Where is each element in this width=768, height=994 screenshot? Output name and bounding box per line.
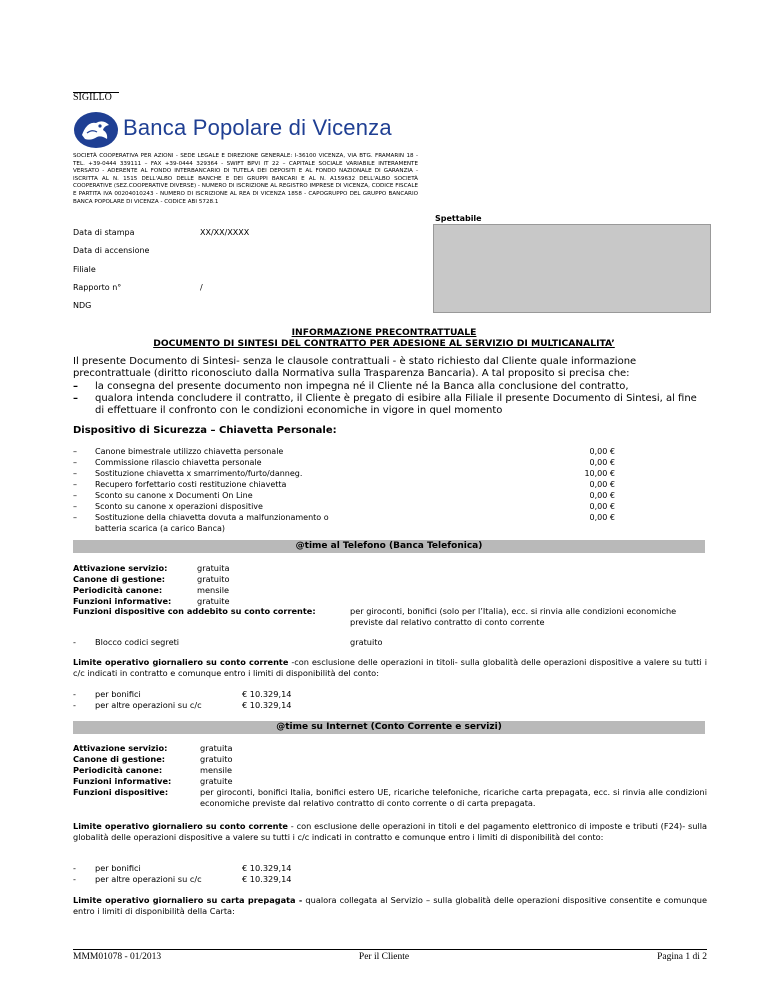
net-limit-label: per altre operazioni su c/c bbox=[95, 874, 202, 884]
device-dash: – bbox=[73, 491, 77, 500]
device-item-label: Sconto su canone x Documenti On Line bbox=[95, 491, 253, 500]
tel-limit-bold: Limite operativo giornaliero su conto corrente bbox=[73, 657, 289, 667]
tel-blocco-label: Blocco codici segreti bbox=[95, 637, 180, 647]
tel-label: Attivazione servizio: bbox=[73, 563, 168, 573]
net-label: Funzioni dispositive: bbox=[73, 787, 169, 797]
tel-value: gratuito bbox=[197, 574, 230, 584]
device-dash: – bbox=[73, 502, 77, 511]
device-item-label: Canone bimestrale utilizzo chiavetta personale bbox=[95, 447, 284, 456]
net-prepaid-text: qualora collegata al Servizio – sulla globalità delle operazioni dispositive consentite e comunque entro i limiti di disponibilità della Carta: bbox=[73, 895, 707, 916]
intro-bullet-mark: – bbox=[73, 381, 78, 392]
net-label: Canone di gestione: bbox=[73, 754, 166, 764]
tel-blocco-value: gratuito bbox=[350, 637, 383, 647]
tel-label: Canone di gestione: bbox=[73, 574, 166, 584]
device-item-amount: 0,00 € bbox=[589, 458, 615, 467]
net-value: per giroconti, bonifici Italia, bonifici estero UE, ricariche telefoniche, ricariche carta prepagata, ecc. si rinvia alle condizioni economiche previste dal relativo contratto di conto corrente o di carta prepagata. bbox=[200, 787, 707, 808]
intro-bullet-2: qualora intenda concludere il contratto, il Cliente è pregato di esibire alla Filiale il presente Documento di Sintesi, al fine di effettuare il confronto con le condizioni economiche in vigore in quel momento bbox=[95, 393, 697, 416]
meta-label-ndg: NDG bbox=[73, 301, 92, 310]
device-item-amount: 10,00 € bbox=[584, 469, 615, 478]
footer-divider bbox=[73, 949, 707, 950]
intro-paragraph: Il presente Documento di Sintesi- senza le clausole contrattuali - è stato richiesto dal Cliente quale informazione precontrattuale (diritto riconosciuto dalla Normativa sulla Trasparenza Bancaria). A tal proposito si precisa che: bbox=[73, 356, 637, 379]
intro-bullet-mark: – bbox=[73, 393, 78, 404]
tel-value: mensile bbox=[197, 585, 230, 595]
device-item-label: Sconto su canone x operazioni dispositive bbox=[95, 502, 263, 511]
tel-label: Funzioni informative: bbox=[73, 596, 172, 606]
meta-label-print-date: Data di stampa bbox=[73, 228, 135, 237]
net-value: gratuite bbox=[200, 776, 233, 786]
footer-page-number: Pagina 1 di 2 bbox=[657, 952, 707, 962]
meta-label-open-date: Data di accensione bbox=[73, 246, 150, 255]
addressee-box bbox=[433, 224, 711, 313]
net-limit-dash: - bbox=[73, 874, 76, 884]
tel-limit-dash: - bbox=[73, 700, 76, 710]
net-value: gratuita bbox=[200, 743, 233, 753]
device-item-amount: 0,00 € bbox=[589, 491, 615, 500]
device-item-label-cont: batteria scarica (a carico Banca) bbox=[95, 524, 226, 533]
meta-label-report: Rapporto n° bbox=[73, 283, 122, 292]
net-limit-paragraph bbox=[73, 821, 707, 842]
net-limit-value: € 10.329,14 bbox=[242, 863, 292, 873]
tel-limit-label: per bonifici bbox=[95, 689, 141, 699]
section-band-telefono: @time al Telefono (Banca Telefonica) bbox=[73, 540, 705, 553]
device-dash: – bbox=[73, 469, 77, 478]
net-value: mensile bbox=[200, 765, 233, 775]
spettabile-label: Spettabile bbox=[435, 214, 482, 223]
device-item-label: Sostituzione della chiavetta dovuta a malfunzionamento o bbox=[95, 513, 329, 522]
net-prepaid-paragraph bbox=[73, 895, 707, 916]
net-prepaid-bold: Limite operativo giornaliero su carta prepagata - bbox=[73, 895, 303, 905]
tel-blocco-dash: - bbox=[73, 637, 76, 647]
device-item-amount: 0,00 € bbox=[589, 513, 615, 522]
tel-limit-value: € 10.329,14 bbox=[242, 689, 292, 699]
tel-dispositive-value: per giroconti, bonifici (solo per l’Italia), ecc. si rinvia alle condizioni economiche previste dal relativo contratto di conto corrente bbox=[350, 606, 677, 627]
net-limit-bold: Limite operativo giornaliero su conto corrente bbox=[73, 821, 288, 831]
net-label: Attivazione servizio: bbox=[73, 743, 168, 753]
bank-logo-icon bbox=[73, 111, 119, 153]
tel-limit-text: -con esclusione delle operazioni in titoli- sulla globalità delle operazioni dispositive a valere su tutti i c/c indicati in contratto e comunque entro i limiti di disponibilità del conto: bbox=[73, 657, 708, 678]
bank-name: Banca Popolare di Vicenza bbox=[123, 115, 392, 140]
sigillo-label: SIGILLO bbox=[73, 92, 112, 103]
net-limit-value: € 10.329,14 bbox=[242, 874, 292, 884]
tel-limit-paragraph bbox=[73, 657, 707, 678]
device-dash: – bbox=[73, 513, 77, 522]
bank-legal-info: SOCIETÀ COOPERATIVA PER AZIONI - SEDE LEGALE E DIREZIONE GENERALE: I-36100 VICENZA, VIA BTG. FRAMARIN 18 - TEL. +39-0444 339111 – FAX +39-0444 329364 - SWIFT BPVI IT 22 – CAPITALE SOCIALE VARIABILE INTERAMENTE VERSATO - ADERENTE AL FONDO INTERBANCARIO DI TUTELA DEI DEPOSITI E AL FONDO NAZIONALE DI GARANZIA - ISCRITTA AL N. 1515 DELL'ALBO DELLE BANCHE E DEI GRUPPI BANCARI E AL N. A159632 DELL'ALBO SOCIETÀ COOPERATIVE (SEZ.COOPERATIVE DIVERSE) - NUMERO DI ISCRIZIONE AL REGISTRO IMPRESE DI VICENZA, CODICE FISCALE E PARTITA IVA 00204010243 - NUMERO DI ISCRIZIONE AL REA DI VICENZA 1858 - CAPOGRUPPO DEL GRUPPO BANCARIO BANCA POPOLARE DI VICENZA - CODICE ABI 5728.1 bbox=[73, 153, 418, 205]
footer-recipient: Per il Cliente bbox=[358, 952, 410, 962]
device-item-amount: 0,00 € bbox=[589, 480, 615, 489]
device-item-label: Sostituzione chiavetta x smarrimento/furto/danneg. bbox=[95, 469, 303, 478]
device-dash: – bbox=[73, 480, 77, 489]
intro-bullet-1: la consegna del presente documento non impegna né il Cliente né la Banca alla conclusione del contratto, bbox=[95, 381, 629, 392]
device-item-label: Commissione rilascio chiavetta personale bbox=[95, 458, 262, 467]
tel-label: Periodicità canone: bbox=[73, 585, 163, 595]
tel-dispositive-label: Funzioni dispositive con addebito su conto corrente: bbox=[73, 606, 316, 616]
device-item-amount: 0,00 € bbox=[589, 447, 615, 456]
doc-subtitle: DOCUMENTO DI SINTESI DEL CONTRATTO PER ADESIONE AL SERVIZIO DI MULTICANALITA’ bbox=[153, 338, 615, 349]
device-dash: – bbox=[73, 447, 77, 456]
tel-value: gratuite bbox=[197, 596, 230, 606]
net-value: gratuito bbox=[200, 754, 233, 764]
net-limit-label: per bonifici bbox=[95, 863, 141, 873]
footer-doc-code: MMM01078 - 01/2013 bbox=[73, 952, 162, 962]
meta-value-print-date: XX/XX/XXXX bbox=[200, 228, 250, 237]
doc-title: INFORMAZIONE PRECONTRATTUALE bbox=[291, 327, 477, 338]
tel-value: gratuita bbox=[197, 563, 230, 573]
net-limit-text: - con esclusione delle operazioni in titoli e del pagamento elettronico di imposte e tributi (F24)- sulla globalità delle operazioni dispositive a valere su tutti i c/c indicati in contratto e comunque entro i limiti di disponibilità del conto: bbox=[73, 821, 708, 842]
tel-limit-dash: - bbox=[73, 689, 76, 699]
device-item-amount: 0,00 € bbox=[589, 502, 615, 511]
net-label: Periodicità canone: bbox=[73, 765, 163, 775]
device-item-label: Recupero forfettario costi restituzione chiavetta bbox=[95, 480, 287, 489]
tel-limit-value: € 10.329,14 bbox=[242, 700, 292, 710]
tel-limit-label: per altre operazioni su c/c bbox=[95, 700, 202, 710]
net-limit-dash: - bbox=[73, 863, 76, 873]
section-band-internet: @time su Internet (Conto Corrente e servizi) bbox=[73, 721, 705, 734]
meta-value-report: / bbox=[200, 283, 203, 292]
meta-label-branch: Filiale bbox=[73, 265, 96, 274]
device-section-title: Dispositivo di Sicurezza – Chiavetta Personale: bbox=[73, 425, 337, 436]
net-label: Funzioni informative: bbox=[73, 776, 172, 786]
device-dash: – bbox=[73, 458, 77, 467]
